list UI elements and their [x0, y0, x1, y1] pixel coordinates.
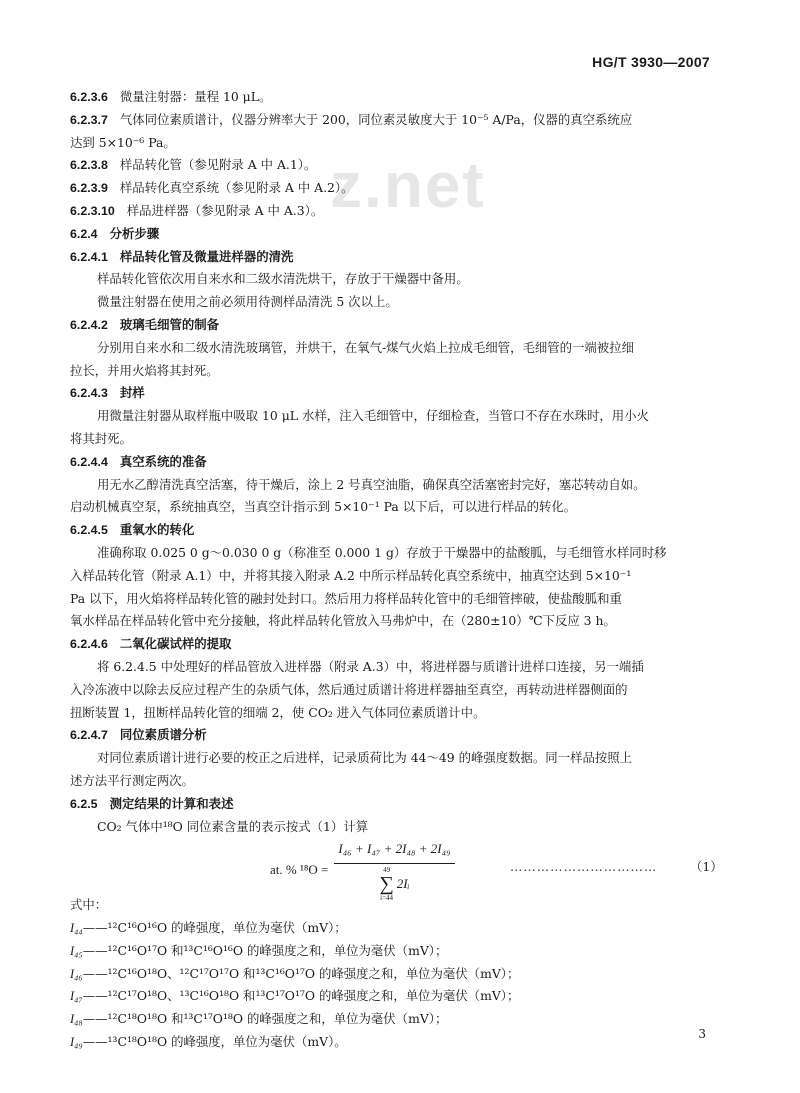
- definition-line: [70, 1008, 720, 1031]
- clause-line: [70, 337, 720, 360]
- clause-number: 6.2.4: [70, 226, 98, 241]
- watermark-text: z.net: [330, 149, 486, 221]
- definition-dash: ——: [82, 1011, 108, 1027]
- definition-symbol: I₄₆: [70, 966, 83, 981]
- definition-dash: ——: [82, 988, 108, 1004]
- formula-fraction: [334, 838, 454, 902]
- clause-text: 达到 5×10⁻⁶ Pa。: [70, 134, 176, 150]
- formula-expression: [270, 838, 455, 902]
- clause-line: [70, 177, 720, 200]
- formula-1: [70, 838, 723, 903]
- clause-number: 6.2.3.10: [70, 203, 115, 218]
- standard-code: HG/T 3930—2007: [592, 54, 710, 70]
- clause-list: [70, 86, 720, 838]
- sum-symbol: [379, 866, 393, 902]
- clause-text: 氧水样品在样品转化管中充分接触，将此样品转化管放入马弗炉中，在（280±10）℃下反应 3 h。: [70, 613, 616, 629]
- document-body: [70, 86, 723, 1054]
- clause-line: [70, 770, 720, 793]
- clause-line: [70, 360, 720, 383]
- clause-line: [70, 565, 720, 588]
- definition-symbol: I₄₇: [70, 989, 83, 1004]
- clause-line: [70, 474, 720, 497]
- page-number: 3: [698, 1027, 706, 1041]
- clause-text: 入冷冻液中以除去反应过程产生的杂质气体，然后通过质谱计将进样器抽至真空，再转动进样器侧面的: [70, 681, 628, 697]
- definition-dash: ——: [82, 942, 108, 958]
- definition-text: ¹²C¹⁸O¹⁸O 和¹³C¹⁷O¹⁸O 的峰强度之和，单位为毫伏（mV）；: [107, 1011, 448, 1027]
- clause-number: 6.2.4.7: [70, 728, 108, 743]
- clause-line: [70, 816, 720, 839]
- definition-symbol: I₄₉: [70, 1035, 83, 1050]
- definition-line: [70, 917, 720, 940]
- clause-line: [70, 519, 720, 542]
- clause-text: 样品转化管依次用自来水和二级水清洗烘干，存放于干燥器中备用。: [97, 271, 469, 287]
- clause-line: [70, 793, 720, 816]
- clause-text: 样品转化真空系统（参见附录 A 中 A.2）。: [119, 180, 354, 196]
- clause-line: [70, 428, 720, 451]
- clause-heading: 测定结果的计算和表述: [109, 796, 234, 811]
- clause-text: 样品转化管（参见附录 A 中 A.1）。: [119, 157, 317, 173]
- clause-line: [70, 109, 720, 132]
- definition-symbol: I₄₅: [70, 943, 83, 958]
- clause-number: 6.2.3.8: [70, 158, 108, 173]
- clause-line: [70, 496, 720, 519]
- clause-line: [70, 86, 720, 109]
- formula-denominator: [379, 864, 409, 902]
- definition-text: ¹²C¹⁷O¹⁸O、¹³C¹⁶O¹⁸O 和¹³C¹⁷O¹⁷O 的峰强度之和，单位为毫伏（mV）；: [107, 988, 520, 1004]
- clause-number: 6.2.4.5: [70, 523, 108, 538]
- formula-lhs: at. % ¹⁸O =: [270, 861, 329, 877]
- clause-line: [70, 724, 720, 747]
- clause-text: 将 6.2.4.5 中处理好的样品管放入进样器（附录 A.3）中，将进样器与质谱计进样口连接，另一端插: [97, 658, 644, 674]
- clause-number: 6.2.5: [70, 796, 98, 811]
- clause-line: [70, 223, 720, 246]
- clause-text: 述方法平行测定两次。: [70, 772, 194, 788]
- clause-line: [70, 656, 720, 679]
- equation-number: （1）: [690, 859, 723, 875]
- clause-line: [70, 451, 720, 474]
- definition-line: [70, 963, 720, 986]
- clause-number: 6.2.3.7: [70, 112, 108, 127]
- clause-text: 用微量注射器从取样瓶中吸取 10 μL 水样，注入毛细管中，仔细检查，当管口不存在水珠时，用小火: [97, 408, 649, 424]
- clause-line: [70, 246, 720, 269]
- sum-upper-limit: 49: [383, 866, 391, 875]
- clause-text: 入样品转化管（附录 A.1）中，并将其接入附录 A.2 中所示样品转化真空系统中，抽真空达到 5×10⁻¹: [70, 567, 632, 583]
- definition-text: ¹²C¹⁶O¹⁷O 和¹³C¹⁶O¹⁶O 的峰强度之和，单位为毫伏（mV）；: [107, 942, 448, 958]
- clause-line: [70, 200, 720, 223]
- clause-text: 微量注射器：量程 10 μL。: [119, 89, 272, 104]
- clause-heading: 分析步骤: [109, 226, 160, 241]
- clause-line: [70, 542, 720, 565]
- definition-dash: ——: [82, 965, 108, 981]
- clause-line: [70, 405, 720, 428]
- clause-line: [70, 610, 720, 633]
- sigma-icon: ∑: [379, 873, 394, 896]
- definition-symbol: I₄₈: [70, 1012, 83, 1027]
- clause-line: [70, 154, 720, 177]
- clause-line: [70, 702, 720, 725]
- clause-heading: 玻璃毛细管的制备: [119, 317, 220, 332]
- sum-term: 2Iᵢ: [396, 875, 410, 891]
- definition-list: [70, 917, 720, 1054]
- clause-line: [70, 314, 720, 337]
- definition-line: [70, 1031, 720, 1054]
- clause-heading: 真空系统的准备: [119, 454, 207, 469]
- clause-line: [70, 679, 720, 702]
- clause-heading: 样品转化管及微量进样器的清洗: [119, 249, 294, 264]
- clause-heading: 二氧化碳试样的提取: [119, 637, 232, 652]
- clause-number: 6.2.3.6: [70, 90, 108, 104]
- clause-text: Pa 以下，用火焰将样品转化管的融封处封口。然后用力将样品转化管中的毛细管摔破，使盐酸胍和重: [70, 590, 622, 606]
- definition-line: [70, 985, 720, 1008]
- clause-line: [70, 268, 720, 291]
- clause-number: 6.2.4.6: [70, 637, 108, 652]
- clause-heading: 重氧水的转化: [119, 523, 195, 538]
- clause-line: [70, 382, 720, 405]
- clause-line: [70, 132, 720, 155]
- formula-numerator: I₄₆ + I₄₇ + 2I₄₈ + 2I₄₉: [334, 838, 454, 864]
- definition-dash: ——: [82, 920, 108, 936]
- clause-number: 6.2.4.2: [70, 317, 108, 332]
- clause-text: 将其封死。: [70, 430, 132, 446]
- definition-text: ¹²C¹⁶O¹⁶O 的峰强度，单位为毫伏（mV）；: [107, 920, 347, 936]
- clause-line: [70, 588, 720, 611]
- clause-line: [70, 747, 720, 770]
- clause-text: 扭断装置 1，扭断样品转化管的细端 2，使 CO₂ 进入气体同位素质谱计中。: [70, 704, 486, 720]
- definition-symbol: I₄₄: [70, 921, 83, 936]
- clause-number: 6.2.3.9: [70, 181, 108, 196]
- definition-text: ¹³C¹⁸O¹⁸O 的峰强度，单位为毫伏（mV）。: [107, 1034, 347, 1050]
- clause-text: 气体同位素质谱计，仪器分辨率大于 200，同位素灵敏度大于 10⁻⁵ A/Pa，仪器的真空系统应: [119, 111, 633, 127]
- clause-text: 准确称取 0.025 0 g～0.030 0 g（称准至 0.000 1 g）存放于干燥器中的盐酸胍，与毛细管水样同时移: [97, 544, 667, 560]
- clause-text: 对同位素质谱计进行必要的校正之后进样，记录质荷比为 44～49 的峰强度数据。同一样品按照上: [97, 750, 633, 766]
- definitions-intro: 式中：: [70, 897, 108, 913]
- clause-heading: 封样: [119, 386, 145, 401]
- clause-text: 微量注射器在使用之前必须用待测样品清洗 5 次以上。: [97, 294, 398, 310]
- definition-dash: ——: [82, 1034, 108, 1050]
- clause-text: CO₂ 气体中¹⁸O 同位素含量的表示按式（1）计算: [97, 818, 369, 834]
- clause-text: 样品进样器（参见附录 A 中 A.3）。: [126, 202, 324, 218]
- definition-text: ¹²C¹⁶O¹⁸O、¹²C¹⁷O¹⁷O 和¹³C¹⁶O¹⁷O 的峰强度之和，单位为毫伏（mV）；: [107, 965, 520, 981]
- clause-text: 启动机械真空泵，系统抽真空，当真空计指示到 5×10⁻¹ Pa 以下后，可以进行样品的转化。: [70, 499, 577, 515]
- clause-heading: 同位素质谱分析: [119, 728, 207, 743]
- formula-leader-dots: ……………………………: [510, 859, 658, 875]
- sum-lower-limit: i=44: [380, 894, 394, 903]
- clause-number: 6.2.4.1: [70, 249, 108, 264]
- definition-line: [70, 940, 720, 963]
- clause-line: [70, 633, 720, 656]
- clause-text: 拉长，并用火焰将其封死。: [70, 362, 219, 378]
- clause-text: 分别用自来水和二级水清洗玻璃管，并烘干，在氧气-煤气火焰上拉成毛细管，毛细管的一端被拉细: [97, 339, 634, 355]
- clause-number: 6.2.4.4: [70, 454, 108, 469]
- clause-number: 6.2.4.3: [70, 386, 108, 401]
- clause-text: 用无水乙醇清洗真空活塞，待干燥后，涂上 2 号真空油脂，确保真空活塞密封完好，塞芯转动自如。: [97, 476, 646, 492]
- clause-line: [70, 291, 720, 314]
